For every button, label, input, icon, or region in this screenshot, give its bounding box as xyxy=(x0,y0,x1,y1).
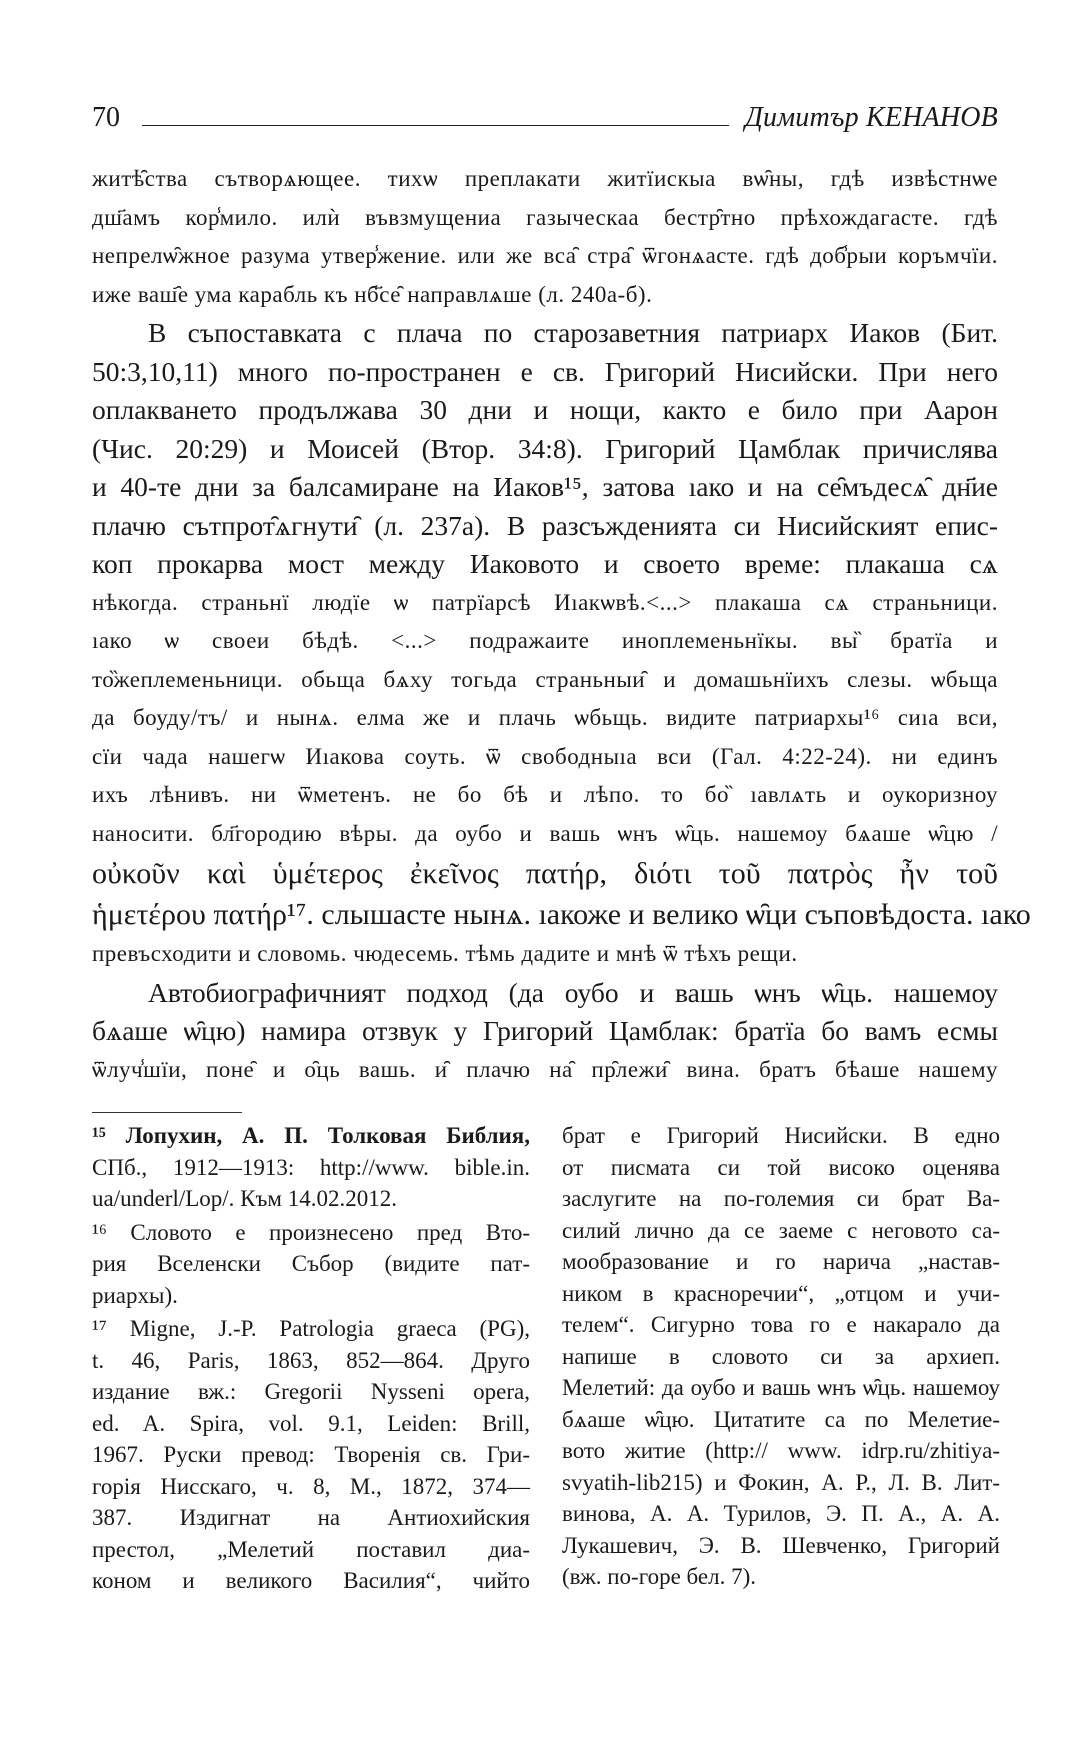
body-line: непрелѡ̑жное разума утвер̾жение. или же вса̑ стра̑ ѿгонѧасте. гдѣ доб̾рыи коръмчїи. xyxy=(92,243,998,268)
body-line: иже ваш҄е ума карабль къ нб҃се̑ направлѧше (л. 240а-б). xyxy=(92,281,653,307)
running-head: Димитър КЕНАНОВ xyxy=(744,102,998,133)
body-line: ихъ лѣнивъ. ни ѿметенъ. не бо бѣ и лѣпо. то бо̏ ıавлѧть и оукоризноу xyxy=(92,782,998,807)
body-line: 50:3,10,11) много по-пространен е св. Григорий Нисийски. При него xyxy=(92,355,998,387)
body-line: и 40-те дни за балсамиране на Иаков¹⁵, затова ıако и на се̑мъдесѧ̑ дн҃ие xyxy=(92,471,998,502)
footnote-line: бѧаше ѡ̑цю. Цитатите са по Мелетие- xyxy=(562,1406,1000,1432)
footnote-line: мообразование и го нарича „настав- xyxy=(562,1249,1000,1274)
body-line: житѣ̑ства сътворѧющее. тихѡ преплакати житїискыа вѡ̑ны, гдѣ извѣстнѡе xyxy=(92,166,998,191)
footnote-line: горія Нисскаго, ч. 8, М., 1872, 374— xyxy=(92,1473,530,1499)
body-line: оплакването продължава 30 дни и нощи, както е било при Аарон xyxy=(92,394,998,425)
body-line: нѣкогда. страньнї людїе ѡ патрїарсѣ Иıакѡвѣ.<...> плакаша сѧ страньници. xyxy=(92,589,998,615)
body-line: наносити. бл҃городию вѣры. да оубо и вашь ѡнъ ѡ̑ць. нашемоу бѧаше ѡ̑цю / xyxy=(92,820,998,846)
header-rule xyxy=(142,125,729,126)
body-text xyxy=(92,160,1031,1089)
body-line: ἡμετέρου πατήρ¹⁷. слышасте нынѧ. ıакоже и велико ѡ̑ци съповѣдоста. ıако xyxy=(92,898,1031,931)
body-line: плачю сътпрот̑ѧгнути̑ (л. 237а). В разсъжденията си Нисийският епис- xyxy=(92,509,998,541)
footnote-line: издание вж.: Gregorii Nysseni opera, xyxy=(92,1379,530,1404)
footnote-rule xyxy=(92,1112,242,1113)
footnote-line: винова, А. А. Турилов, Э. П. А., А. А. xyxy=(562,1501,1000,1526)
footnote-line: svyatih-lib215) и Фокин, А. Р., Л. В. Лит- xyxy=(562,1469,1000,1495)
footnote-line: ua/underl/Lop/. Към 14.02.2012. xyxy=(92,1186,397,1211)
footnote-line: ¹⁶ Словото е произнесено пред Вто- xyxy=(92,1219,530,1245)
body-line: дш҃амъ кор̾мило. илѝ въвзмущениа газыческаа бестр̑тно прѣхождагасте. гдѣ xyxy=(92,204,998,230)
footnote-line: престол, „Мелетий поставил диа- xyxy=(92,1536,530,1562)
footnote-line: вото житие (http:// www. idrp.ru/zhitiya- xyxy=(562,1438,1000,1463)
footnote-line: риархы). xyxy=(92,1282,178,1308)
footnote-line: брат е Григорий Нисийски. В едно xyxy=(562,1123,1000,1148)
page-header xyxy=(92,102,998,142)
footnote-line: Лукашевич, Э. В. Шевченко, Григорий xyxy=(562,1532,1000,1558)
footnote-line: ed. A. Spira, vol. 9.1, Leiden: Brill, xyxy=(92,1410,530,1436)
body-line: коп прокарва мост между Иаковото и своето време: плакаша сѧ xyxy=(92,548,998,579)
body-line: превъсходити и словомь. чюдесемь. тѣмь дадите и мнѣ ѿ тѣхъ рещи. xyxy=(92,941,798,966)
body-line: сїи чада нашегѡ Иıакова соуть. ѿ свободныıа вси (Гал. 4:22-24). ни единъ xyxy=(92,743,998,769)
body-line: то̏жеплеменьници. обьща бѧху тогьда страньныи̑ и домашьнїихъ слезы. ѡбьща xyxy=(92,666,998,692)
body-line: ѿлуч̾шїи, поне̑ и о̑ць вашь. и̑ плачю на̑ пр̑лежи̑ вина. братъ бѣаше нашему xyxy=(92,1056,998,1082)
footnote-line: силий лично да се заеме с неговото са- xyxy=(562,1217,1000,1243)
footnote-line: 387. Издигнат на Антиохийския xyxy=(92,1505,530,1530)
footnote-line: ¹⁷ Migne, J.-P. Patrologia graeca (PG), xyxy=(92,1316,530,1341)
page-number: 70 xyxy=(92,102,120,133)
footnote-line: t. 46, Paris, 1863, 852—864. Друго xyxy=(92,1347,530,1373)
body-line: Автобиографичният подход (да оубо и вашь ѡнъ ѡ̑ць. нашемоу xyxy=(148,976,998,1008)
body-line: (Чис. 20:29) и Моисей (Втор. 34:8). Григорий Цамблак причислява xyxy=(92,432,998,464)
footnote-line: напише в словото си за архиеп. xyxy=(562,1343,1000,1369)
footnote-line: СПб., 1912—1913: http://www. bible.in. xyxy=(92,1154,530,1180)
footnote-line: (вж. по-горе бел. 7). xyxy=(562,1564,757,1589)
body-line: бѧаше ѡ̑цю) намира отзвук у Григорий Цамблак: братїа бо вамъ есмы xyxy=(92,1015,998,1046)
footnote-line: ¹⁵ Лопухин, А. П. Толковая Библия, xyxy=(92,1123,530,1148)
footnotes-right-column xyxy=(562,1120,1000,1593)
footnote-line: рия Вселенски Събор (видите пат- xyxy=(92,1251,530,1276)
footnote-line: Мелетий: да оубо и вашь ѡнъ ѡ̑ць. нашемоу xyxy=(562,1375,1000,1400)
body-line: В съпоставката с плача по старозаветния патриарх Иаков (Бит. xyxy=(148,317,998,348)
footnote-line: ником в красноречии“, „отцом и учи- xyxy=(562,1280,1000,1306)
footnote-line: телем“. Сигурно това го е накарало да xyxy=(562,1312,1000,1337)
footnotes-left-column xyxy=(92,1120,530,1597)
footnote-line: 1967. Руски превод: Творенія св. Гри- xyxy=(92,1442,530,1467)
body-line: οὐκοῦν καὶ ὑμέτερος ἐκεῖνος πατήρ, διότι τοῦ πατρὸς ἦν τοῦ xyxy=(92,857,998,890)
body-line: да боуду/тъ/ и нынѧ. елма же и плачь ѡбьщь. видите патриархы¹⁶ сиıа вси, xyxy=(92,705,998,730)
body-line: ıако ѡ своеи бѣдѣ. <...> подражаите иноплеменьнїкы. вы̏ братїа и xyxy=(92,628,998,653)
footnote-line: заслугите на по-големия си брат Ва- xyxy=(562,1186,1000,1211)
footnote-line: коном и великого Василия“, чийто xyxy=(92,1568,530,1593)
footnote-line: от писмата си той високо оценява xyxy=(562,1154,1000,1180)
